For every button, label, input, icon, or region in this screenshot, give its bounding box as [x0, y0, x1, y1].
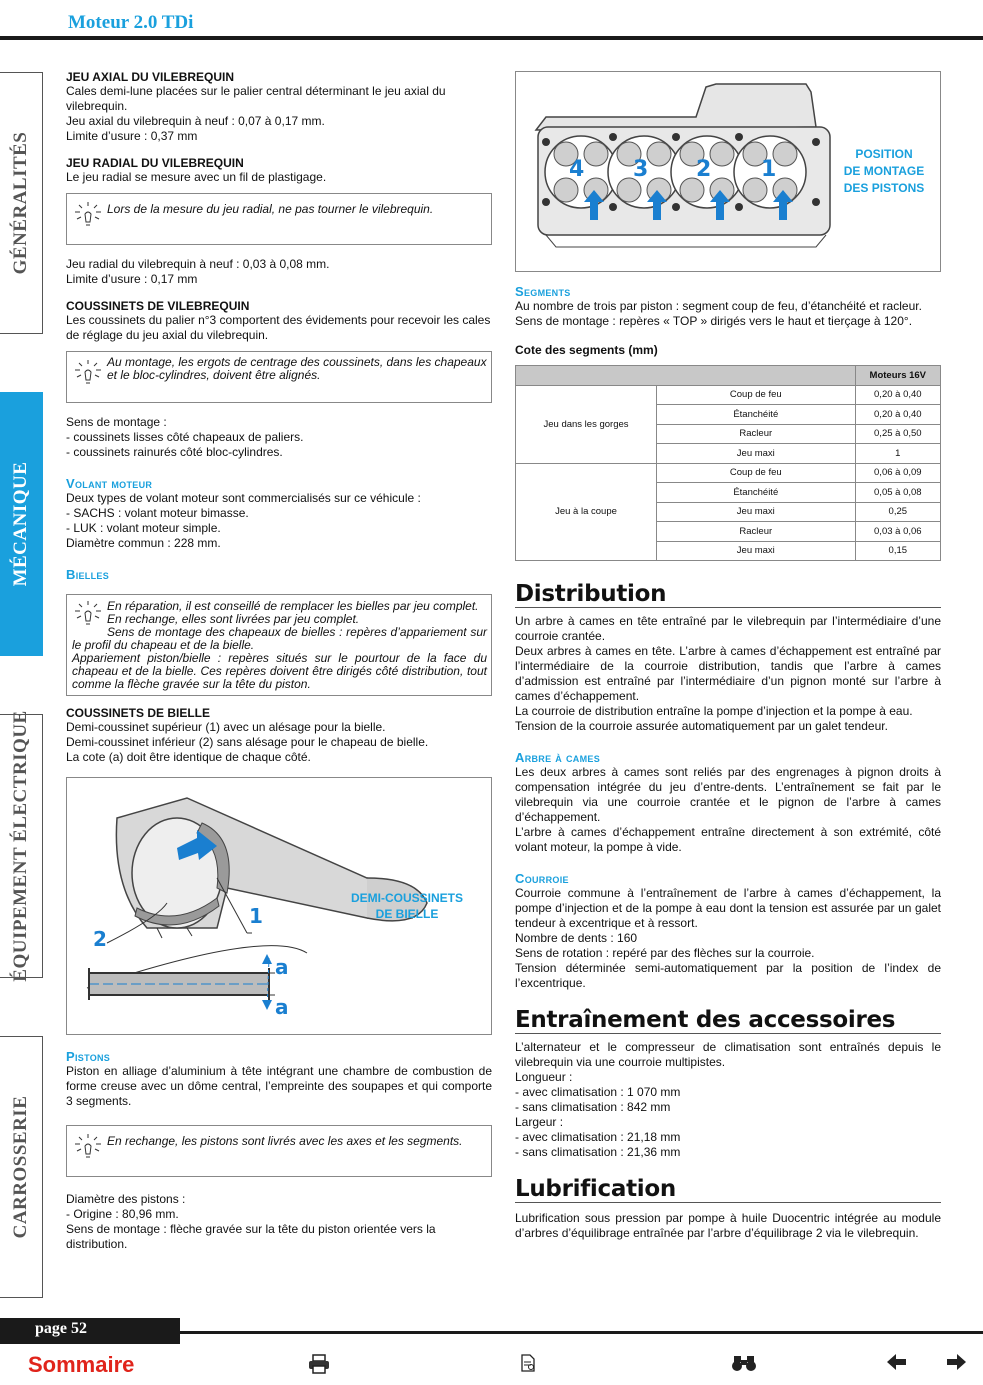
table-cell: Coup de feu [657, 463, 856, 483]
note-text: Appariement piston/bielle : repères situés sur le pourtour de la face du chapeau et de la bielle. Ces repères doivent être dirigés côté distribution, tout comme la flèche gravée sur la tête du piston. [72, 651, 487, 691]
lubrification-text: Lubrification sous pression par pompe à huile Duocentric intégrée au module d’arbres d’équilibrage entraînée par l’arbre d’équilibrage 2 via le vilebrequin. [515, 1211, 941, 1240]
pistons-line: - Origine : 80,96 mm. [66, 1207, 179, 1221]
table-cell: 0,06 à 0,09 [855, 463, 940, 483]
distribution-paragraph: Un arbre à cames en tête entraîné par le vilebrequin par l’intermédiaire d’une courroie crantée. [515, 614, 941, 643]
binoculars-icon[interactable] [732, 1354, 756, 1372]
table-header: Moteurs 16V [855, 366, 940, 386]
jeu-axial-line: Jeu axial du vilebrequin à neuf : 0,07 à 0,17 mm. [66, 114, 325, 128]
sidebar-tab-label: ÉQUIPEMENT ÉLECTRIQUE [10, 710, 31, 982]
segments-heading: Segments [515, 284, 571, 299]
note-text: En rechange, elles sont livrées par jeu complet. [107, 612, 360, 626]
arrow-right-icon[interactable] [946, 1354, 966, 1370]
accessoires-line: - avec climatisation : 21,18 mm [515, 1130, 681, 1144]
note-text: Lors de la mesure du jeu radial, ne pas tourner le vilebrequin. [107, 202, 434, 216]
coussinets-bielle-line: Demi-coussinet supérieur (1) avec un alésage pour la bielle. [66, 720, 386, 734]
table-cell: Jeu maxi [657, 502, 856, 522]
header-rule [0, 36, 983, 40]
sidebar-tab-equipement-electrique[interactable] [0, 710, 43, 982]
jeu-axial-line: Limite d’usure : 0,37 mm [66, 129, 198, 143]
cylinder-number: 3 [633, 157, 649, 182]
arbre-a-cames-heading: Arbre à cames [515, 750, 601, 765]
printer-icon[interactable] [308, 1354, 330, 1374]
distribution-heading: Distribution [515, 581, 941, 608]
figure-label-a-bottom: a [275, 995, 289, 1019]
table-cell: 0,05 à 0,08 [855, 483, 940, 503]
courroie-paragraph: Nombre de dents : 160 [515, 931, 638, 945]
arbre-paragraph: L’arbre à cames d’échappement entraîne directement à son extrémité, côté volant moteur, la pompe à vide. [515, 825, 941, 854]
document-header-title: Moteur 2.0 TDi [68, 12, 194, 33]
accessoires-line: Largeur : [515, 1115, 564, 1129]
volant-line: - SACHS : volant moteur bimasse. [66, 506, 249, 520]
volant-line: Deux types de volant moteur sont commercialisés sur ce véhicule : [66, 491, 421, 505]
pistons-text: Piston en alliage d’aluminium à tête intégrant une chambre de combustion de forme creuse avec un dôme central, l’empreinte des soupapes et qui comporte 3 segments. [66, 1064, 492, 1108]
segments-table-title: Cote des segments (mm) [515, 343, 658, 357]
segments-line: Au nombre de trois par piston : segment coup de feu, d’étanchéité et racleur. [515, 299, 922, 313]
jeu-radial-text: Le jeu radial se mesure avec un fil de plastigage. [66, 170, 327, 184]
table-cell: Coup de feu [657, 385, 856, 405]
distribution-paragraph: Tension de la courroie assurée automatiquement par un galet tendeur. [515, 719, 888, 733]
coussinets-line: - coussinets lisses côté chapeaux de paliers. [66, 430, 304, 444]
sidebar-tab-mecanique[interactable] [0, 392, 43, 656]
distribution-paragraph: Deux arbres à cames en tête. L’arbre à cames d’échappement est entraîné par l’intermédiaire de la courroie distribution, tandis que l’arbre à cames d’admission est entraîné par l’intermédiaire d’un pignon monté sur l’arbre à cames d’échappement. [515, 644, 941, 703]
sidebar-tab-generalites[interactable] [0, 72, 43, 334]
jeu-axial-line: Cales demi-lune placées sur le palier central déterminant le jeu axial du vilebrequin. [66, 84, 446, 113]
table-row [516, 463, 941, 483]
page-number-tab [0, 1318, 180, 1344]
lightbulb-icon [73, 200, 103, 230]
caption-line: DE BIELLE [375, 907, 439, 921]
table-cell: 0,15 [855, 541, 940, 561]
table-cell: 0,25 à 0,50 [855, 424, 940, 444]
courroie-paragraph: Courroie commune à l’entraînement de l’arbre à cames d’échappement, la pompe d’injection et de la pompe à eau dont la tension est assurée par un galet tendeur à excentrique et à ressort. [515, 886, 941, 930]
caption-line: DE MONTAGE [843, 164, 925, 178]
note-box-jeu-radial [66, 193, 492, 245]
figure-position-pistons [515, 71, 941, 272]
volant-moteur-heading: Volant moteur [66, 476, 153, 491]
accessoires-line: - sans climatisation : 21,36 mm [515, 1145, 681, 1159]
accessoires-line: Longueur : [515, 1070, 573, 1084]
coussinets-vilebrequin-heading: COUSSINETS DE VILEBREQUIN [66, 299, 250, 313]
note-box-bielles [66, 594, 492, 696]
volant-line: Diamètre commun : 228 mm. [66, 536, 221, 550]
courroie-heading: Courroie [515, 871, 569, 886]
table-cell: Racleur [657, 424, 856, 444]
note-box-pistons [66, 1125, 492, 1177]
pistons-line: Diamètre des pistons : [66, 1192, 186, 1206]
distribution-paragraph: La courroie de distribution entraîne la pompe d’injection et la pompe à eau. [515, 704, 913, 718]
coussinets-bielle-line: Demi-coussinet inférieur (2) sans alésage pour le chapeau de bielle. [66, 735, 429, 749]
figure-label-2: 2 [93, 927, 107, 951]
coussinets-vilebrequin-text: Les coussinets du palier n°3 comportent des évidements pour recevoir les cales de réglage du jeu axial du vilebrequin. [66, 313, 491, 342]
table-cell: 0,03 à 0,06 [855, 522, 940, 542]
lightbulb-icon [73, 599, 103, 629]
page-number: page 52 [35, 1320, 87, 1337]
sidebar-tab-label: MÉCANIQUE [10, 461, 31, 587]
segments-line: Sens de montage : repères « TOP » dirigés vers le haut et tierçage à 120°. [515, 314, 913, 328]
caption-line: DES PISTONS [843, 181, 925, 195]
figure-caption [834, 146, 934, 197]
accessoires-line: - avec climatisation : 1 070 mm [515, 1085, 681, 1099]
figure-caption [347, 890, 467, 922]
segments-table [515, 365, 941, 561]
sidebar-tab-carrosserie[interactable] [0, 1036, 43, 1298]
sidebar-tab-label: GÉNÉRALITÉS [10, 131, 31, 275]
lightbulb-icon [73, 1132, 103, 1162]
table-cell: Racleur [657, 522, 856, 542]
jeu-radial-line: Limite d’usure : 0,17 mm [66, 272, 198, 286]
note-text: Sens de montage des chapeaux de bielles : repères d’appariement sur le profil du chapeau et de la bielle. [72, 625, 487, 652]
arrow-left-icon[interactable] [887, 1354, 907, 1370]
lubrification-heading: Lubrification [515, 1176, 941, 1203]
table-group-label: Jeu à la coupe [516, 463, 657, 561]
pistons-line: Sens de montage : flèche gravée sur la tête du piston orientée vers la distribution. [66, 1222, 436, 1251]
cylinder-number: 1 [761, 157, 777, 182]
figure-demi-coussinets [66, 777, 492, 1035]
table-cell: 0,20 à 0,40 [855, 385, 940, 405]
sommaire-link[interactable]: Sommaire [28, 1352, 135, 1377]
courroie-paragraph: Tension déterminée semi-automatiquement par la position de l’index de l’excentrique. [515, 961, 941, 990]
table-cell: Étanchéité [657, 483, 856, 503]
figure-label-1: 1 [249, 904, 263, 928]
left-column [66, 70, 492, 1252]
coussinets-line: Sens de montage : [66, 415, 167, 429]
jeu-axial-heading: JEU AXIAL DU VILEBREQUIN [66, 70, 235, 84]
pistons-heading: Pistons [66, 1049, 111, 1064]
table-cell: Jeu maxi [657, 444, 856, 464]
lightbulb-icon [73, 358, 103, 388]
note-text: En réparation, il est conseillé de remplacer les bielles par jeu complet. [107, 599, 479, 613]
table-row [516, 385, 941, 405]
note-text: En rechange, les pistons sont livrés avec les axes et les segments. [107, 1134, 463, 1148]
table-cell: 0,25 [855, 502, 940, 522]
jeu-radial-heading: JEU RADIAL DU VILEBREQUIN [66, 156, 244, 170]
bielles-heading: Bielles [66, 567, 109, 582]
accessoires-line: - sans climatisation : 842 mm [515, 1100, 671, 1114]
table-cell: 0,20 à 0,40 [855, 405, 940, 425]
caption-line: DEMI-COUSSINETS [350, 891, 463, 905]
table-group-label: Jeu dans les gorges [516, 385, 657, 463]
figure-label-a-top: a [275, 955, 289, 979]
sidebar-tab-label: CARROSSERIE [10, 1095, 31, 1239]
accessoires-line: L’alternateur et le compresseur de climatisation sont entraînés depuis le vilebrequin via une courroie multipistes. [515, 1040, 941, 1069]
caption-line: POSITION [855, 147, 913, 161]
courroie-paragraph: Sens de rotation : repéré par des flèches sur la courroie. [515, 946, 815, 960]
note-text: Au montage, les ergots de centrage des coussinets, dans les chapeaux et le bloc-cylindres, doivent être alignés. [107, 355, 487, 382]
note-box-coussinets [66, 351, 492, 403]
volant-line: - LUK : volant moteur simple. [66, 521, 221, 535]
accessoires-heading: Entraînement des accessoires [515, 1007, 941, 1034]
coussinets-bielle-heading: COUSSINETS DE BIELLE [66, 706, 211, 720]
cylinder-number: 4 [569, 157, 585, 182]
table-cell: 1 [855, 444, 940, 464]
table-cell: Jeu maxi [657, 541, 856, 561]
table-cell: Étanchéité [657, 405, 856, 425]
document-icon[interactable] [520, 1354, 536, 1372]
table-header-blank [516, 366, 856, 386]
coussinets-line: - coussinets rainurés côté bloc-cylindres. [66, 445, 283, 459]
arbre-paragraph: Les deux arbres à cames sont reliés par des engrenages à pignon droits à compensation intégrée du jeu d’entre-dents. L’entraînement se fait par le vilebrequin via une courroie crantée et le pignon de l’arbre à cames d’échappement. [515, 765, 941, 824]
coussinets-bielle-line: La cote (a) doit être identique de chaque côté. [66, 750, 311, 764]
right-column [515, 285, 941, 1241]
cylinder-number: 2 [696, 157, 712, 182]
jeu-radial-line: Jeu radial du vilebrequin à neuf : 0,03 à 0,08 mm. [66, 257, 330, 271]
